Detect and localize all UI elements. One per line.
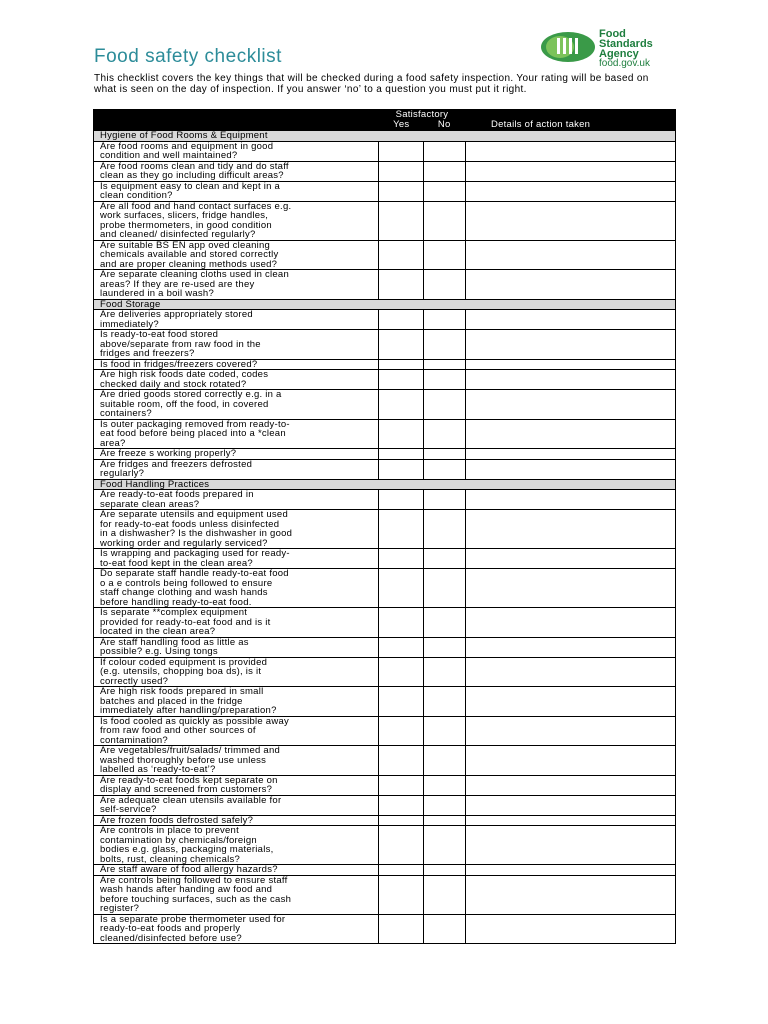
question-text-line: Are food rooms and equipment in good — [100, 140, 274, 152]
question-text-line: clean condition? — [100, 190, 173, 201]
question-text-line: Are ready-to-eat foods kept separate on — [100, 774, 278, 786]
table-row — [94, 181, 676, 201]
question-text-line: Are food rooms clean and tidy and do staff — [100, 160, 289, 172]
details-cell[interactable] — [466, 549, 676, 569]
details-column-header: Details of action taken — [466, 110, 676, 131]
question-text-line: Are staff aware of food allergy hazards? — [100, 864, 278, 875]
question-text-line: Are high risk foods date coded, codes — [100, 369, 269, 380]
question-text-line: before handling ready-to-eat food. — [100, 596, 252, 608]
question-text-line: eat food before being placed into a *clean — [100, 428, 286, 439]
yes-cell[interactable] — [379, 419, 424, 449]
question-text-line: Is outer packaging removed from ready-to- — [100, 418, 290, 430]
question-cell — [94, 359, 379, 370]
question-text-line: Are separate cleaning cloths used in clean — [100, 269, 290, 280]
yes-cell[interactable] — [379, 826, 424, 865]
question-cell — [94, 875, 379, 914]
question-text-line: condition and well maintained? — [100, 150, 238, 161]
details-cell[interactable] — [466, 815, 676, 826]
table-row — [94, 549, 676, 569]
no-cell[interactable] — [424, 549, 466, 569]
yes-cell[interactable] — [379, 181, 424, 201]
question-text-line: batches and placed in the fridge — [100, 695, 243, 707]
question-text-line: staff change clothing and wash hands — [100, 587, 268, 598]
no-cell[interactable] — [424, 310, 466, 330]
table-row — [94, 240, 676, 270]
table-row — [94, 608, 676, 638]
yes-cell[interactable] — [379, 490, 424, 510]
question-text-line: (e.g. utensils, chopping boa ds), is it — [100, 666, 262, 677]
section-title: Hygiene of Food Rooms & Equipment — [94, 131, 676, 142]
question-cell — [94, 826, 379, 865]
question-cell — [94, 815, 379, 826]
no-cell[interactable] — [424, 359, 466, 370]
table-row — [94, 359, 676, 370]
no-cell[interactable] — [424, 161, 466, 181]
question-text-line: working order and regularly serviced? — [100, 537, 268, 549]
intro-text: This checklist covers the key things that will be checked during a food safety inspection. Your rating will be based on what is seen on the day of inspection. If you answer ‘no’ to a question you must put it right. — [94, 73, 649, 95]
yes-cell[interactable] — [379, 815, 424, 826]
yes-cell[interactable] — [379, 240, 424, 270]
question-text-line: located in the clean area? — [100, 626, 216, 637]
details-cell[interactable] — [466, 795, 676, 815]
no-cell[interactable] — [424, 914, 466, 944]
question-text-line: probe thermometers, in good condition — [100, 219, 272, 231]
question-text-line: Is equipment easy to clean and kept in a — [100, 180, 281, 192]
question-text-line: If colour coded equipment is provided — [100, 656, 268, 668]
table-row — [94, 775, 676, 795]
no-cell[interactable] — [424, 141, 466, 161]
details-cell[interactable] — [466, 310, 676, 330]
section-header-row — [94, 131, 676, 142]
question-text-line: checked daily and stock rotated? — [100, 378, 247, 390]
question-text-line: areas? If they are re-used are they — [100, 278, 255, 290]
question-text-line: cleaned/disinfected before use? — [100, 932, 242, 944]
question-text-line: immediately after handling/preparation? — [100, 705, 277, 716]
details-cell[interactable] — [466, 270, 676, 300]
table-row — [94, 419, 676, 449]
question-cell — [94, 240, 379, 270]
question-text-line: before touching surfaces, such as the cash — [100, 893, 292, 905]
question-text-line: for ready-to-eat foods unless disinfected — [100, 518, 280, 530]
no-cell[interactable] — [424, 390, 466, 420]
question-text-line: area? — [100, 437, 126, 449]
question-text-line: immediately? — [100, 318, 159, 330]
question-text-line: regularly? — [100, 468, 145, 479]
question-cell — [94, 370, 379, 390]
question-cell — [94, 510, 379, 549]
checklist-header — [94, 110, 676, 131]
table-row — [94, 865, 676, 876]
question-text-line: Are staff handling food as little as — [100, 636, 249, 648]
question-text-line: Are vegetables/fruit/salads/ trimmed and — [100, 745, 281, 756]
details-cell[interactable] — [466, 449, 676, 460]
no-column-header: No — [437, 119, 451, 130]
question-text-line: Is ready-to-eat food stored — [100, 329, 219, 340]
details-cell[interactable] — [466, 459, 676, 479]
question-text-line: contamination? — [100, 734, 168, 746]
question-cell — [94, 746, 379, 776]
yes-cell[interactable] — [379, 716, 424, 746]
checklist-body — [94, 131, 676, 944]
question-cell — [94, 270, 379, 300]
details-cell[interactable] — [466, 359, 676, 370]
details-cell[interactable] — [466, 330, 676, 360]
table-row — [94, 826, 676, 865]
table-row — [94, 201, 676, 240]
table-row — [94, 569, 676, 608]
yes-cell[interactable] — [379, 608, 424, 638]
question-text-line: Are controls in place to prevent — [100, 825, 239, 836]
question-text-line: possible? e.g. Using tongs — [100, 646, 218, 657]
question-text-line: and are proper cleaning methods used? — [100, 258, 278, 270]
table-row — [94, 716, 676, 746]
table-row — [94, 270, 676, 300]
table-row — [94, 310, 676, 330]
satisfactory-label: Satisfactory — [395, 109, 449, 120]
no-cell[interactable] — [424, 181, 466, 201]
question-cell — [94, 161, 379, 181]
question-text-line: provided for ready-to-eat food and is it — [100, 616, 271, 628]
table-row — [94, 687, 676, 717]
details-cell[interactable] — [466, 569, 676, 608]
table-row — [94, 815, 676, 826]
question-text-line: Are dried goods stored correctly e.g. in a — [100, 389, 282, 400]
yes-cell[interactable] — [379, 370, 424, 390]
question-text-line: Are deliveries appropriately stored — [100, 309, 253, 320]
question-text-line: display and screened from customers? — [100, 784, 273, 795]
question-text-line: bolts, rust, cleaning chemicals? — [100, 853, 241, 865]
question-text-line: Is wrapping and packaging used for ready- — [100, 548, 290, 559]
details-cell[interactable] — [466, 746, 676, 776]
question-cell — [94, 687, 379, 717]
page-title: Food safety checklist — [94, 46, 282, 67]
question-text-line: suitable room, off the food, in covered — [100, 398, 269, 410]
yes-cell[interactable] — [379, 914, 424, 944]
question-text-line: from raw food and other sources of — [100, 725, 256, 736]
question-cell — [94, 390, 379, 420]
yes-cell[interactable] — [379, 201, 424, 240]
question-text-line: Do separate staff handle ready-to-eat food — [100, 568, 289, 579]
question-text-line: Are controls being followed to ensure staff — [100, 874, 288, 886]
table-row — [94, 370, 676, 390]
question-text-line: separate clean areas? — [100, 498, 200, 510]
table-row — [94, 390, 676, 420]
question-cell — [94, 914, 379, 944]
question-cell — [94, 181, 379, 201]
question-text-line: clean as they go including difficult areas? — [100, 170, 284, 181]
no-cell[interactable] — [424, 510, 466, 549]
yes-cell[interactable] — [379, 161, 424, 181]
question-cell — [94, 459, 379, 479]
question-column-header — [94, 110, 379, 131]
question-text-line: Are separate utensils and equipment used — [100, 509, 288, 520]
yes-cell[interactable] — [379, 549, 424, 569]
details-cell[interactable] — [466, 161, 676, 181]
question-text-line: register? — [100, 903, 140, 914]
question-cell — [94, 330, 379, 360]
yes-cell[interactable] — [379, 875, 424, 914]
satisfactory-column-header — [379, 110, 466, 131]
details-cell[interactable] — [466, 865, 676, 876]
question-cell — [94, 141, 379, 161]
question-cell — [94, 775, 379, 795]
details-cell[interactable] — [466, 201, 676, 240]
no-cell[interactable] — [424, 775, 466, 795]
table-row — [94, 875, 676, 914]
question-cell — [94, 549, 379, 569]
table-row — [94, 914, 676, 944]
question-cell — [94, 608, 379, 638]
no-cell[interactable] — [424, 637, 466, 657]
no-cell[interactable] — [424, 608, 466, 638]
details-cell[interactable] — [466, 419, 676, 449]
yes-cell[interactable] — [379, 141, 424, 161]
question-text-line: work surfaces, slicers, fridge handles, — [100, 210, 269, 221]
question-cell — [94, 490, 379, 510]
fsa-logo-wordmark: Food Standards Agency — [599, 28, 653, 60]
yes-cell[interactable] — [379, 746, 424, 776]
question-text-line: self-service? — [100, 804, 157, 815]
question-text-line: laundered in a boil wash? — [100, 288, 214, 299]
table-row — [94, 795, 676, 815]
details-cell[interactable] — [466, 141, 676, 161]
question-text-line: Are suitable BS EN app oved cleaning — [100, 239, 271, 251]
no-cell[interactable] — [424, 815, 466, 826]
details-cell[interactable] — [466, 181, 676, 201]
question-text-line: in a dishwasher? Is the dishwasher in good — [100, 528, 293, 539]
table-row — [94, 330, 676, 360]
question-text-line: Are adequate clean utensils available for — [100, 794, 282, 806]
section-header-row — [94, 479, 676, 490]
table-row — [94, 637, 676, 657]
question-text-line: chemicals available and stored correctly — [100, 249, 279, 260]
question-cell — [94, 569, 379, 608]
details-cell[interactable] — [466, 510, 676, 549]
no-cell[interactable] — [424, 795, 466, 815]
no-cell[interactable] — [424, 687, 466, 717]
question-cell — [94, 637, 379, 657]
question-text-line: Are frozen foods defrosted safely? — [100, 814, 254, 826]
details-cell[interactable] — [466, 637, 676, 657]
question-cell — [94, 419, 379, 449]
table-row — [94, 657, 676, 687]
question-text-line: to-eat food kept in the clean area? — [100, 557, 253, 569]
yes-cell[interactable] — [379, 775, 424, 795]
no-cell[interactable] — [424, 459, 466, 479]
no-cell[interactable] — [424, 330, 466, 360]
question-cell — [94, 865, 379, 876]
details-cell[interactable] — [466, 775, 676, 795]
details-cell[interactable] — [466, 875, 676, 914]
table-row — [94, 459, 676, 479]
question-text-line: Is food cooled as quickly as possible away — [100, 715, 289, 727]
yes-cell[interactable] — [379, 270, 424, 300]
details-cell[interactable] — [466, 826, 676, 865]
no-cell[interactable] — [424, 449, 466, 460]
yes-cell[interactable] — [379, 390, 424, 420]
question-text-line: contamination by chemicals/foreign — [100, 834, 257, 846]
question-text-line: Are fridges and freezers defrosted — [100, 458, 253, 470]
yes-cell[interactable] — [379, 687, 424, 717]
question-text-line: o a e controls being followed to ensure — [100, 577, 273, 589]
question-cell — [94, 716, 379, 746]
question-text-line: Is a separate probe thermometer used for — [100, 913, 286, 925]
no-cell[interactable] — [424, 370, 466, 390]
no-cell[interactable] — [424, 657, 466, 687]
details-cell[interactable] — [466, 490, 676, 510]
no-cell[interactable] — [424, 865, 466, 876]
details-cell[interactable] — [466, 390, 676, 420]
yes-cell[interactable] — [379, 569, 424, 608]
no-cell[interactable] — [424, 201, 466, 240]
yes-cell[interactable] — [379, 330, 424, 360]
yes-cell[interactable] — [379, 510, 424, 549]
question-text-line: Are ready-to-eat foods prepared in — [100, 489, 254, 500]
yes-cell[interactable] — [379, 637, 424, 657]
question-text-line: wash hands after handing aw food and — [100, 884, 273, 895]
fsa-logo-url: food.gov.uk — [599, 58, 650, 69]
question-text-line: ready-to-eat foods and properly — [100, 923, 241, 934]
question-text-line: Is separate **complex equipment — [100, 607, 248, 618]
yes-cell[interactable] — [379, 795, 424, 815]
question-text-line: labelled as ‘ready-to-eat’? — [100, 764, 216, 775]
question-text-line: and cleaned/ disinfected regularly? — [100, 229, 256, 240]
yes-cell[interactable] — [379, 865, 424, 876]
question-text-line: correctly used? — [100, 675, 169, 687]
question-text-line: fridges and freezers? — [100, 348, 195, 359]
no-cell[interactable] — [424, 419, 466, 449]
question-text-line: above/separate from raw food in the — [100, 338, 261, 350]
checklist-table — [93, 109, 676, 944]
no-cell[interactable] — [424, 569, 466, 608]
question-text-line: containers? — [100, 408, 152, 419]
question-cell — [94, 795, 379, 815]
question-text-line: Are all food and hand contact surfaces e.g. — [100, 200, 292, 212]
question-cell — [94, 201, 379, 240]
yes-cell[interactable] — [379, 310, 424, 330]
fsa-logo-icon — [540, 31, 596, 63]
table-row — [94, 161, 676, 181]
details-cell[interactable] — [466, 608, 676, 638]
question-text-line: Are high risk foods prepared in small — [100, 686, 264, 697]
table-row — [94, 449, 676, 460]
section-title: Food Storage — [94, 299, 676, 310]
yes-cell[interactable] — [379, 449, 424, 460]
no-cell[interactable] — [424, 826, 466, 865]
details-cell[interactable] — [466, 914, 676, 944]
question-text-line: bodies e.g. glass, packaging materials, — [100, 844, 274, 855]
no-cell[interactable] — [424, 875, 466, 914]
details-cell[interactable] — [466, 370, 676, 390]
question-cell — [94, 449, 379, 460]
no-cell[interactable] — [424, 240, 466, 270]
yes-cell[interactable] — [379, 359, 424, 370]
details-cell[interactable] — [466, 657, 676, 687]
table-row — [94, 510, 676, 549]
table-row — [94, 490, 676, 510]
fsa-logo — [540, 28, 680, 70]
yes-column-header: Yes — [393, 119, 410, 130]
question-text-line: Is food in fridges/freezers covered? — [100, 358, 258, 370]
question-cell — [94, 310, 379, 330]
question-text-line: washed thoroughly before use unless — [100, 754, 267, 766]
no-cell[interactable] — [424, 490, 466, 510]
no-cell[interactable] — [424, 270, 466, 300]
question-text-line: Are freeze s working properly? — [100, 448, 237, 459]
details-cell[interactable] — [466, 687, 676, 717]
table-row — [94, 746, 676, 776]
section-header-row — [94, 299, 676, 310]
no-cell[interactable] — [424, 716, 466, 746]
details-cell[interactable] — [466, 716, 676, 746]
question-cell — [94, 657, 379, 687]
details-cell[interactable] — [466, 240, 676, 270]
table-row — [94, 141, 676, 161]
yes-cell[interactable] — [379, 657, 424, 687]
no-cell[interactable] — [424, 746, 466, 776]
section-title: Food Handling Practices — [94, 479, 676, 490]
yes-cell[interactable] — [379, 459, 424, 479]
